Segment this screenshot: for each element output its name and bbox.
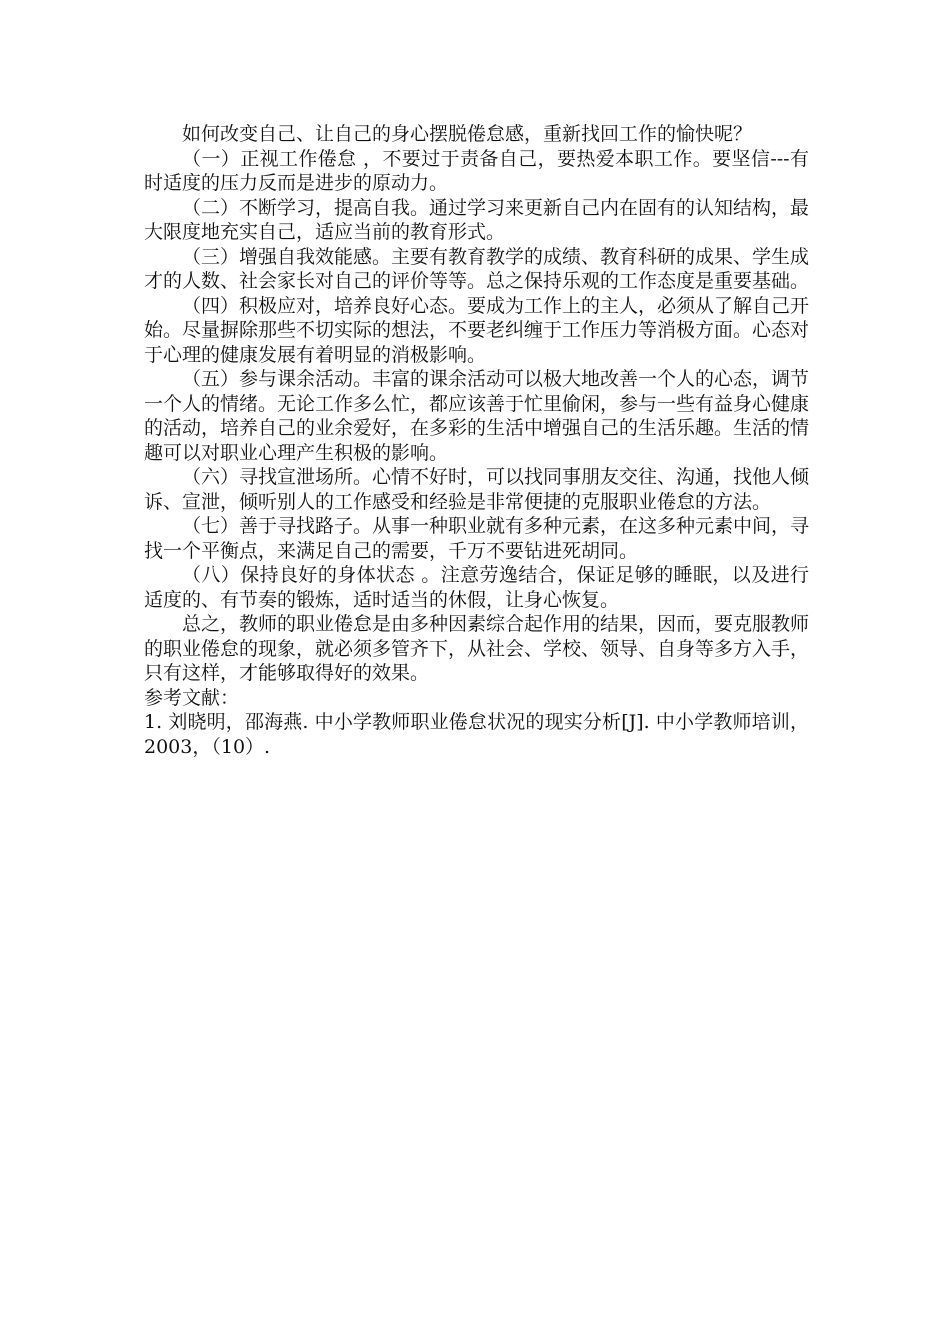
item-paragraph-4: （四）积极应对，培养良好心态。要成为工作上的主人，必须从了解自己开始。尽量摒除那些不切实际的想法，不要老纠缠于工作压力等消极方面。心态对于心理的健康发展有着明显的消极影响。 [144,294,810,366]
item-paragraph-8: （八）保持良好的身体状态 。注意劳逸结合，保证足够的睡眠，以及进行适度的、有节奏的锻炼，适时适当的休假，让身心恢复。 [144,564,809,611]
item-paragraph-5: （五）参与课余活动。丰富的课余活动可以极大地改善一个人的心态，调节一个人的情绪。无论工作多么忙，都应该善于忙里偷闲，参与一些有益身心健康的活动，培养自己的业余爱好，在多彩的生活中增强自己的生活乐趣。生活的情趣可以对职业心理产生积极的影响。 [144,368,810,464]
item-paragraph-7: （七）善于寻找路子。从事一种职业就有多种元素，在这多种元素中间，寻找一个平衡点，来满足自己的需要，千万不要钻进死胡同。 [144,515,810,562]
references-heading: 参考文献： [144,686,240,709]
reference-item-1: 1. 刘晓明，邵海燕. 中小学教师职业倦怠状况的现实分析[J]. 中小学教师培训，2003，（10）. [144,711,809,758]
conclusion-paragraph: 总之，教师的职业倦怠是由多种因素综合起作用的结果，因而，要克服教师的职业倦怠的现象，就必须多管齐下，从社会、学校、领导、自身等多方入手，只有这样，才能够取得好的效果。 [144,613,810,684]
item-paragraph-2: （二）不断学习，提高自我。通过学习来更新自己内在固有的认知结构，最大限度地充实自己，适应当前的教育形式。 [144,196,810,243]
item-paragraph-6: （六）寻找宣泄场所。心情不好时，可以找同事朋友交往、沟通，找他人倾诉、宣泄，倾听别人的工作感受和经验是非常便捷的克服职业倦怠的方法。 [144,466,810,513]
item-paragraph-1: （一）正视工作倦怠 ，不要过于责备自己，要热爱本职工作。要坚信---有时适度的压力反而是进步的原动力。 [144,147,809,194]
document-body [144,122,809,759]
item-paragraph-3: （三）增强自我效能感。主要有教育教学的成绩、教育科研的成果、学生成才的人数、社会家长对自己的评价等等。总之保持乐观的工作态度是重要基础。 [144,245,810,292]
intro-paragraph: 如何改变自己、让自己的身心摆脱倦怠感，重新找回工作的愉快呢？ [182,123,753,145]
